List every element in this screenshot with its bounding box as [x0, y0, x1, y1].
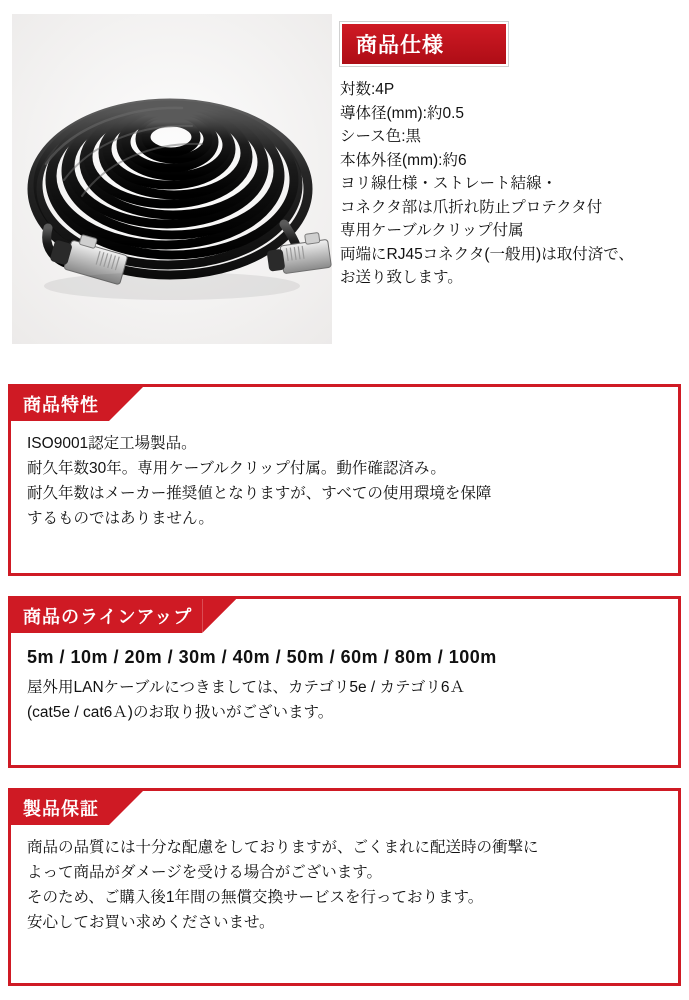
warranty-panel-title: 製品保証: [11, 791, 109, 825]
spec-line: 対数:4P: [340, 81, 395, 98]
lineup-panel: [8, 596, 681, 768]
warranty-line: 安心してお買い求めくださいませ。: [27, 914, 275, 932]
panel-title-tail-shape: [109, 791, 143, 825]
lineup-note-line: 屋外用LANケーブルにつきましては、カテゴリ5e / カテゴリ6Ａ: [27, 679, 465, 697]
features-panel: [8, 384, 681, 576]
panel-title-tail-shape: [202, 599, 236, 633]
spec-line: ヨリ線仕様・ストレート結線・: [340, 175, 558, 193]
spec-line: コネクタ部は爪折れ防止プロテクタ付: [340, 198, 603, 216]
spec-line: 専用ケーブルクリップ付属: [340, 222, 524, 240]
warranty-line: そのため、ご購入後1年間の無償交換サービスを行っております。: [27, 889, 484, 907]
spec-line: 両端にRJ45コネクタ(一般用)は取付済で、: [340, 245, 634, 263]
spec-line: お送り致します。: [340, 269, 463, 287]
features-line: 耐久年数はメーカー推奨値となりますが、すべての使用環境を保障: [27, 485, 492, 503]
warranty-panel: [8, 788, 681, 986]
features-panel-title: 商品特性: [11, 387, 109, 421]
spec-banner: [340, 22, 508, 66]
top-section: [0, 0, 689, 352]
features-line: ISO9001認定工場製品。: [27, 435, 197, 452]
spec-line: 本体外径(mm):約6: [340, 151, 467, 169]
features-line: するものではありません。: [27, 510, 214, 528]
spec-banner-label: 商品仕様: [356, 34, 444, 57]
lineup-panel-header: [11, 599, 236, 633]
features-line: 耐久年数30年。専用ケーブルクリップ付属。動作確認済み。: [27, 460, 446, 478]
spec-line: 導体径(mm):約0.5: [340, 104, 465, 122]
lineup-sizes: 5m / 10m / 20m / 30m / 40m / 50m / 60m / 80m / 100m: [27, 647, 497, 667]
features-panel-header: [11, 387, 143, 421]
lineup-note-line: (cat5e / cat6Ａ)のお取り扱いがございます。: [27, 703, 334, 721]
cable-photo-illustration: [12, 14, 332, 344]
lineup-panel-title: 商品のラインアップ: [11, 599, 202, 633]
product-photo: [12, 14, 332, 344]
warranty-line: 商品の品質には十分な配慮をしておりますが、ごくまれに配送時の衝撃に: [27, 839, 539, 856]
warranty-panel-header: [11, 791, 143, 825]
warranty-line: よって商品がダメージを受ける場合がございます。: [27, 864, 382, 882]
spec-list: [340, 78, 680, 290]
panel-title-tail-shape: [109, 387, 143, 421]
spec-block: [340, 22, 680, 290]
spec-line: シース色:黒: [340, 128, 422, 146]
